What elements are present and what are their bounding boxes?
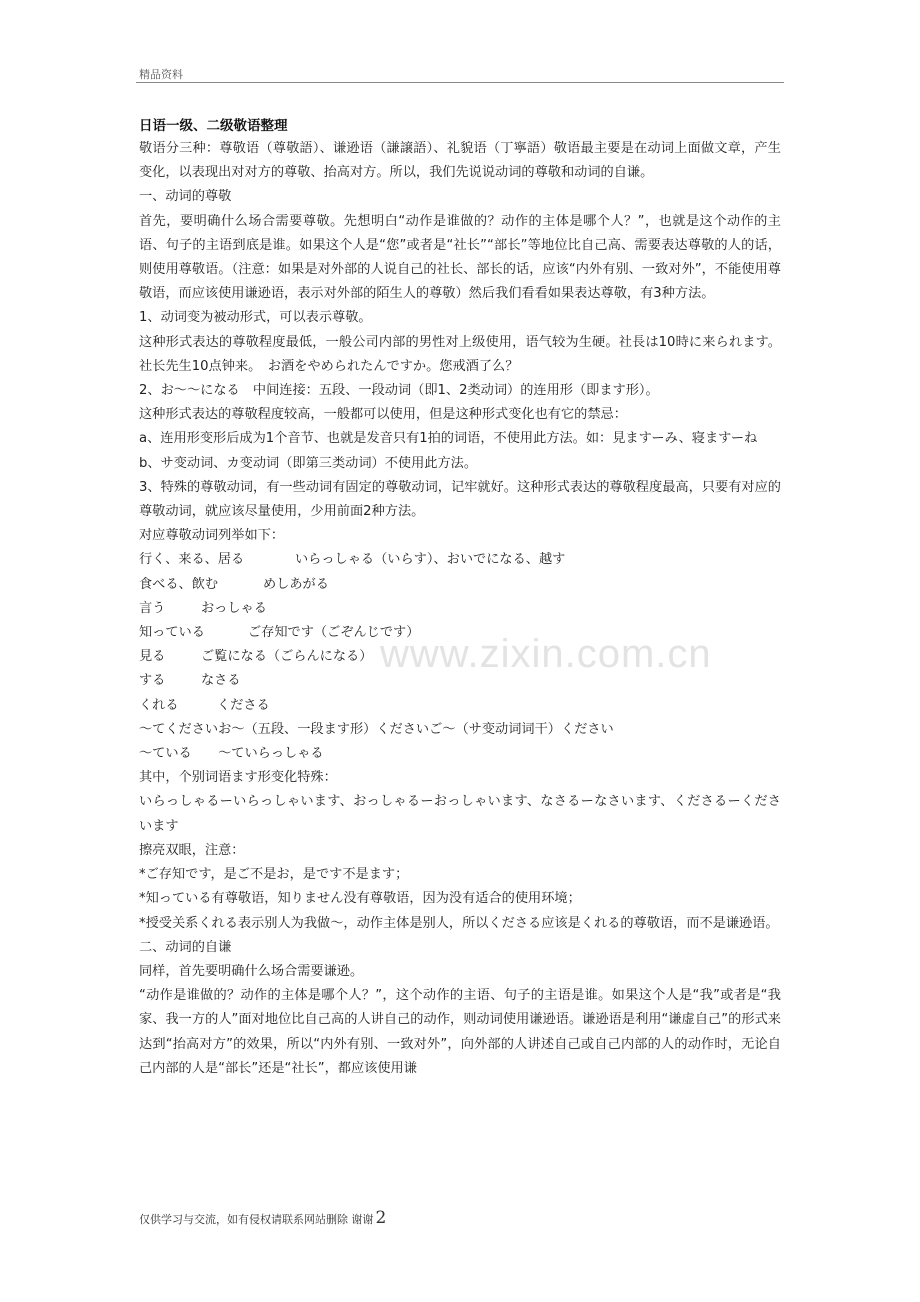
header-divider [136, 82, 784, 83]
note-item: *ご存知です，是ご不是お，是です不是ます； [139, 867, 409, 883]
vocab-plain: 言う [139, 600, 166, 616]
paragraph: 对应尊敬动词列举如下： [139, 528, 285, 544]
paragraph: 首先，要明确什么场合需要尊敬。先想明白“动作是谁做的？动作的主体是哪个人？”，也就是这个动作的主语、句子的主语到底是谁。如果这个人是“您”或者是“社长”“部长”等地位比自己高、需要表达尊敬的人的话，则使用尊敬语。（注意：如果是对外部的人说自己的社长、部长的话，应该“内外有别、一致对外”，不能使用尊敬语，而应该使用谦逊语，表示对外部的陌生人的尊敬）然后我们看看如果表达尊敬，有3种方法。 [139, 213, 781, 302]
vocab-row [139, 669, 781, 693]
paragraph: 1、动词变为被动形式，可以表示尊敬。 [139, 310, 372, 326]
paragraph: a、连用形变形后成为1个音节、也就是发音只有1拍的词语，不使用此方法。如：見ますーみ、寝ますーね [139, 431, 758, 447]
footer-text: 仅供学习与交流，如有侵权请联系网站删除 谢谢 [139, 1213, 374, 1226]
vocab-plain: する [139, 673, 166, 689]
paragraph: 敬语分三种：尊敬语（尊敬語）、谦逊语（謙譲語）、礼貌语（丁寧語）敬语最主要是在动词上面做文章，产生变化，以表现出对对方的尊敬、抬高对方。所以，我们先说说动词的尊敬和动词的自谦。 [139, 141, 781, 181]
page-number: 2 [375, 1208, 387, 1228]
vocab-row [139, 694, 781, 718]
header-label: 精品资料 [139, 68, 183, 81]
vocab-list [139, 548, 781, 717]
paragraph: 其中，个别词语ます形变化特殊： [139, 770, 337, 786]
note-item: *知っている有尊敬语，知りません没有尊敬语，因为没有适合的使用环境； [139, 891, 581, 907]
document-title: 日语一级、二级敬语整理 [139, 118, 288, 134]
paragraph: 这种形式表达的尊敬程度较高，一般都可以使用，但是这种形式变化也有它的禁忌： [139, 407, 627, 423]
paragraph: ～てくださいお～（五段、一段ます形）くださいご～（サ变动词词干）ください [139, 721, 614, 737]
paragraph: 同样，首先要明确什么场合需要谦逊。 [139, 963, 364, 979]
vocab-row [139, 597, 781, 621]
paragraph: 这种形式表达的尊敬程度最低，一般公司内部的男性对上级使用，语气较为生硬。社長は10時に来られます。社长先生10点钟来。 お酒をやめられたんですか。您戒酒了么？ [139, 334, 781, 374]
vocab-row [139, 573, 781, 597]
vocab-row [139, 645, 781, 669]
vocab-honorific: なさる [201, 673, 241, 689]
section-heading: 二、动词的自谦 [139, 939, 232, 955]
vocab-honorific: ご存知です（ごぞんじです） [248, 625, 420, 641]
vocab-plain: 行く、来る、居る [139, 552, 245, 568]
vocab-honorific: くださる [217, 697, 270, 713]
note-item: *授受关系くれる表示别人为我做～，动作主体是别人，所以くださる应该是くれる的尊敬语，而不是谦逊语。 [139, 915, 779, 931]
vocab-honorific: いらっしゃる（いらす）、おいでになる、越す [295, 552, 566, 568]
vocab-plain: くれる [139, 697, 179, 713]
vocab-row [139, 548, 781, 572]
paragraph: いらっしゃるーいらっしゃいます、おっしゃるーおっしゃいます、なさるーなさいます、くださるーくださいます [139, 794, 781, 834]
paragraph: b、サ变动词、カ变动词（即第三类动词）不使用此方法。 [139, 455, 478, 471]
paragraph: 2、お～～になる 中间连接：五段、一段动词（即1、2类动词）的连用形（即ます形）。 [139, 383, 659, 399]
footer [139, 1208, 386, 1228]
vocab-honorific: おっしゃる [201, 600, 267, 616]
paragraph: 3、特殊的尊敬动词，有一些动词有固定的尊敬动词，记牢就好。这种形式表达的尊敬程度最高，只要有对应的尊敬动词，就应该尽量使用，少用前面2种方法。 [139, 479, 781, 520]
vocab-honorific: めしあがる [263, 576, 329, 592]
section-heading: 一、动词的尊敬 [139, 189, 232, 205]
vocab-honorific: ご覧になる（ごらんになる） [201, 649, 373, 665]
vocab-row [139, 621, 781, 645]
vocab-plain: 知っている [139, 625, 205, 641]
watermark: www.zixin.com.cn [380, 632, 712, 676]
document-body [139, 137, 781, 1081]
paragraph: “动作是谁做的？动作的主体是哪个人？”，这个动作的主语、句子的主语是谁。如果这个人是“我”或者是“我家、我一方的人”面对地位比自己高的人讲自己的动作，则动词使用谦逊语。谦逊语是利用“谦虚自己”的形式来达到“抬高对方”的效果，所以“内外有别、一致对外”，向外部的人讲述自己或自己内部的人的动作时，无论自己内部的人是“部长”还是“社长”，都应该使用谦 [139, 988, 781, 1076]
paragraph: ～ている ～ていらっしゃる [139, 746, 324, 762]
vocab-plain: 見る [139, 649, 166, 665]
paragraph: 擦亮双眼，注意： [139, 842, 245, 858]
vocab-plain: 食べる、飲む [139, 576, 219, 592]
